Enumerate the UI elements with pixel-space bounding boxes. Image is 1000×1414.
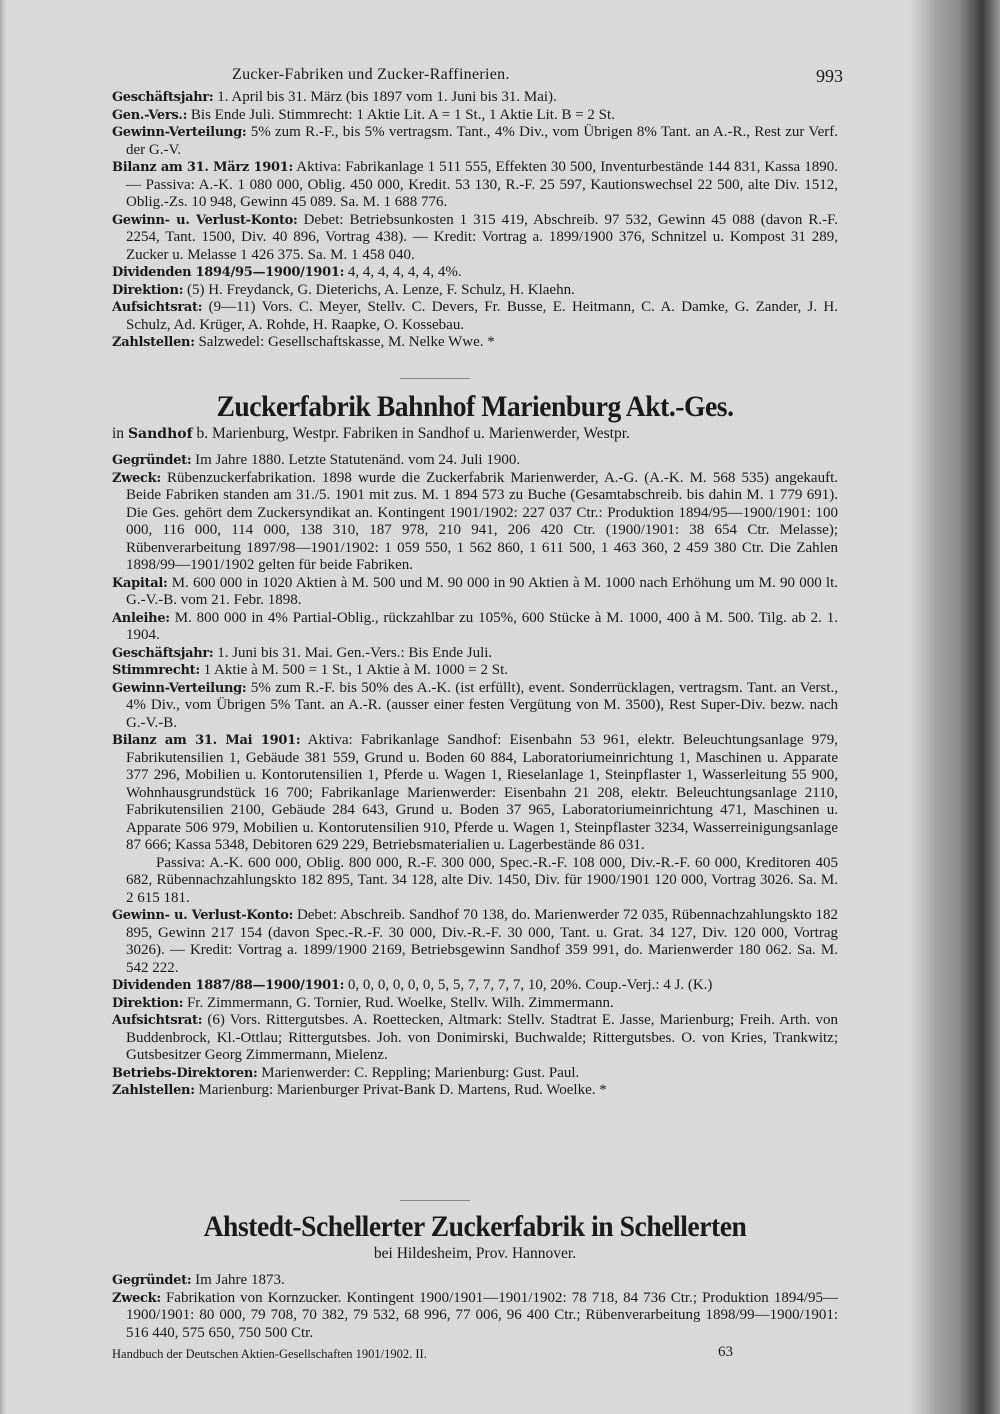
entry-text: Marienburg: Marienburger Privat-Bank D. Martens, Rud. Woelke. * [198, 1082, 607, 1098]
entry [112, 470, 838, 575]
entry-text: Debet: Abschreib. Sandhof 70 138, do. Marienwerder 72 035, Rübennachzahlungskto 182 895, Gewinn 217 154 (davon Spec.-R.-F. 30 000, Div.-R.-F. 30 000, Tant. u. Grat. 34 127, Div. 120 000, Vortrag 3026). — Kredit: Vortrag a. 1899/1900 2169, Betriebsgewinn Sandhof 359 991, do. Marienwerder 180 062. Sa. M. 542 222. [126, 907, 839, 976]
entry-label: Aufsichtsrat: [112, 1013, 203, 1028]
entry-text: Marienwerder: C. Reppling; Marienburg: Gust. Paul. [261, 1064, 580, 1081]
entry-label: Betriebs-Direktoren: [112, 1065, 258, 1081]
entry-label: Bilanz am 31. Mai 1901: [112, 733, 301, 748]
entry [112, 610, 838, 645]
entry [112, 334, 838, 352]
section-entries [112, 1272, 838, 1342]
entry-label: Direktion: [112, 282, 184, 298]
entry [112, 159, 838, 212]
entry-label: Gewinn-Verteilung: [112, 680, 247, 696]
entry [112, 1012, 838, 1065]
section-continued [112, 89, 838, 352]
subtitle-lead: in [112, 425, 125, 442]
subtitle-text: b. Marienburg, Westpr. Fabriken in Sandhof u. Marienwerder, Westpr. [196, 425, 630, 442]
entry-label: Geschäftsjahr: [112, 90, 214, 105]
section-divider [400, 378, 470, 379]
book-binding-shadow [910, 0, 1000, 1414]
entry [112, 264, 838, 282]
entry [112, 89, 838, 107]
subtitle-place: Sandhof [127, 426, 193, 442]
entry-label: Gegründet: [112, 1273, 192, 1288]
footer-text: Handbuch der Deutschen Aktien-Gesellschaften 1901/1902. II. [112, 1347, 427, 1361]
entry [112, 107, 838, 125]
entry [112, 662, 838, 680]
section-divider [400, 1200, 470, 1201]
entry-text: (5) H. Freydanck, G. Dieterichs, A. Lenze, F. Schulz, H. Klaehn. [186, 281, 575, 298]
entry [112, 1290, 838, 1343]
header-title: Zucker-Fabriken und Zucker-Raffinerien. [232, 66, 510, 83]
entry-label: Zahlstellen: [112, 1083, 195, 1098]
section-title: Zuckerfabrik Bahnhof Marienburg Akt.-Ges. [216, 390, 734, 423]
entry-text: 1. Juni bis 31. Mai. Gen.-Vers.: Bis Ende Juli. [217, 644, 493, 661]
entry-text: Fabrikation von Kornzucker. Kontingent 1900/1901—1901/1902: 78 718, 84 736 Ctr.; Produktion 1894/95—1900/1901: 80 000, 79 708, 70 382, 79 532, 68 996, 77 006, 96 400 Ctr.; Rübenverarbeitung 1898/99—1900/1901: 516 440, 575 650, 750 500 Ctr. [126, 1289, 838, 1341]
page-footer [112, 1344, 838, 1362]
entry [112, 452, 838, 470]
entry [112, 732, 838, 855]
section-entries [112, 452, 838, 1100]
entry [112, 212, 838, 265]
entry-label: Gewinn-Verteilung: [112, 125, 247, 140]
entry-label: Bilanz am 31. März 1901: [112, 160, 294, 175]
scan-left-edge [0, 0, 6, 1414]
signature-mark: 63 [718, 1344, 733, 1360]
section-zuckerfabrik-bahnhof-marienburg [112, 390, 838, 1100]
entry-text: 1 Aktie à M. 500 = 1 St., 1 Aktie à M. 1000 = 2 St. [203, 662, 509, 678]
section-subtitle: bei Hildesheim, Prov. Hannover. [373, 1245, 577, 1262]
entry-text: Im Jahre 1880. Letzte Statutenänd. vom 24. Juli 1900. [195, 452, 521, 468]
entry-label: Direktion: [112, 995, 184, 1011]
entry-text: Bis Ende Juli. Stimmrecht: 1 Aktie Lit. A = 1 St., 1 Aktie Lit. B = 2 St. [190, 106, 615, 123]
entry-text: M. 800 000 in 4% Partial-Oblig., rückzahlbar zu 105%, 600 Stücke à M. 1000, 400 à M. 500. Tilg. ab 2. 1. 1904. [126, 609, 839, 643]
entry-text: Rübenzuckerfabrikation. 1898 wurde die Zuckerfabrik Marienwerder, A.-G. (A.-K. M. 568 535) angekauft. Beide Fabriken standen am 31./5. 1901 mit zus. M. 1 894 573 zu Buche (Gesamtabschreib. bis dahin M. 1 779 691). Die Ges. gehört dem Zuckersyndikat an. Kontingent 1901/1902: 227 037 Ctr.: Produktion 1894/95—1900/1901: 100 000, 116 000, 114 000, 138 310, 187 978, 210 941, 206 420 Ctr. (1900/1901: 38 654 Ctr. Melasse); Rübenverarbeitung 1897/98—1901/1902: 1 059 550, 1 562 860, 1 611 500, 1 463 360, 2 459 380 Ctr. Die Zahlen 1898/99—1901/1902 gelten für beide Fabriken. [126, 469, 838, 573]
entry-label: Anleihe: [112, 610, 170, 626]
entry-label: Geschäftsjahr: [112, 645, 214, 661]
entry-label: Aufsichtsrat: [112, 300, 203, 315]
entry-text: Passiva: A.-K. 600 000, Oblig. 800 000, R.-F. 300 000, Spec.-R.-F. 108 000, Div.-R.-F. 60 000, Kreditoren 405 682, Rübennachzahlungskto 182 895, Tant. 34 128, alte Div. 1450, Div. für 1900/1901 120 000, Vortrag 3026. Sa. M. 2 615 181. [126, 854, 838, 906]
entry-text: 5% zum R.-F., bis 5% vertragsm. Tant., 4% Div., vom Übrigen 8% Tant. an A.-R., Rest zur Verf. der G.-V. [126, 124, 838, 158]
entry [112, 645, 838, 663]
entry-text: (9—11) Vors. C. Meyer, Stellv. C. Devers, Fr. Busse, E. Heitmann, C. A. Damke, G. Zander, J. H. Schulz, Ad. Krüger, A. Rohde, H. Raapke, O. Kossebau. [126, 299, 839, 333]
entry-text: Fr. Zimmermann, G. Tornier, Rud. Woelke, Stellv. Wilh. Zimmermann. [186, 994, 614, 1011]
page-number: 993 [816, 66, 843, 86]
entry-text: 1. April bis 31. März (bis 1897 vom 1. Juni bis 31. Mai). [217, 89, 557, 105]
entry-label: Zahlstellen: [112, 335, 195, 350]
entry-label: Gewinn- u. Verlust-Konto: [112, 212, 298, 228]
entry-text: M. 600 000 in 1020 Aktien à M. 500 und M. 90 000 in 90 Aktien à M. 1000 nach Erhöhung um M. 90 000 lt. G.-V.-B. vom 21. Febr. 1898. [126, 574, 838, 608]
entry-label: Zweck: [112, 470, 161, 486]
entry [112, 995, 838, 1013]
entry-label: Kapital: [112, 575, 168, 591]
entry-label: Gegründet: [112, 453, 192, 468]
section-ahstedt-schellerter [112, 1210, 838, 1342]
entry [112, 124, 838, 159]
entry-text: Aktiva: Fabrikanlage Sandhof: Eisenbahn 53 961, elektr. Beleuchtungsanlage 979, Fabrikutensilien 1, Gebäude 381 559, Grund u. Boden 60 884, Laboratoriumeinrichtung 1, Maschinen u. Apparate 377 296, Mobilien u. Kontorutensilien 1, Pferde u. Wagen 1, Rieselanlage 1, Steinpflaster 1, Wasserleitung 55 900, Wohnhausgrundstück 16 700; Fabrikanlage Marienwerder: Eisenbahn 21 208, elektr. Beleuchtungsanlage 2110, Fabrikutensilien 2100, Gebäude 284 643, Grund u. Boden 37 965, Laboratoriumeinrichtung 471, Maschinen u. Apparate 506 979, Mobilien u. Kontorutensilien 910, Pferde u. Wagen 1, Steinpflaster 3234, Wasserreinigungsanlage 87 666; Kassa 5348, Debitoren 629 229, Betriebsmaterialien u. Lagerbestände 86 031. [126, 732, 838, 853]
entry [112, 977, 838, 995]
running-header [112, 66, 843, 88]
entry [112, 282, 838, 300]
entry [112, 680, 838, 733]
entry [112, 1272, 838, 1290]
entry-label: Gewinn- u. Verlust-Konto: [112, 908, 294, 923]
entry [112, 299, 838, 334]
entry-text: Salzwedel: Gesellschaftskasse, M. Nelke Wwe. * [198, 334, 495, 350]
entry [112, 855, 838, 908]
entry [112, 907, 838, 977]
entry-label: Stimmrecht: [112, 663, 200, 678]
entry-label: Dividenden 1887/88—1900/1901: [112, 978, 345, 993]
entry-label: Zweck: [112, 1290, 161, 1306]
entry [112, 1082, 838, 1100]
entry [112, 1065, 838, 1083]
entry-text: 0, 0, 0, 0, 0, 0, 5, 5, 7, 7, 7, 7, 10, 20%. Coup.-Verj.: 4 J. (K.) [347, 977, 713, 993]
entry-text: 4, 4, 4, 4, 4, 4, 4%. [347, 264, 462, 280]
entry-text: Aktiva: Fabrikanlage 1 511 555, Effekten 30 500, Inventurbestände 144 831, Kassa 1890. — Passiva: A.-K. 1 080 000, Oblig. 450 000, Kredit. 53 130, R.-F. 25 597, Kautionswechsel 22 500, alte Div. 1512, Oblig.-Zs. 10 948, Gewinn 45 089. Sa. M. 1 688 776. [126, 159, 838, 210]
entry [112, 575, 838, 610]
section-title: Ahstedt-Schellerter Zuckerfabrik in Schellerten [203, 1210, 747, 1243]
section-subtitle [112, 424, 838, 444]
entry-label: Dividenden 1894/95—1900/1901: [112, 265, 345, 280]
entry-text: Debet: Betriebsunkosten 1 315 419, Abschreib. 97 532, Gewinn 45 088 (davon R.-F. 2254, Tant. 1500, Div. 40 896, Vortrag 438). — Kredit: Vortrag a. 1899/1900 376, Schnitzel u. Kompost 31 289, Zucker u. Melasse 1 426 375. Sa. M. 1 458 040. [126, 211, 838, 263]
entry-label: Gen.-Vers.: [112, 107, 188, 123]
entry-text: 5% zum R.-F. bis 50% des A.-K. (ist erfüllt), event. Sonderrücklagen, vertragsm. Tant. an Verst., 4% Div., vom Übrigen 5% Tant. an A.-R. (ausser einer festen Vergütung von M. 3500), Rest Super-Div. bezw. nach G.-V.-B. [126, 679, 839, 731]
entry-text: Im Jahre 1873. [195, 1272, 285, 1288]
entry-text: (6) Vors. Rittergutsbes. A. Roettecken, Altmark: Stellv. Stadtrat E. Jasse, Marienburg; Freih. Arth. von Buddenbrock, Kl.-Ottlau; Rittergutsbes. Joh. von Donimirski, Buchwalde; Rittergutsbes. O. von Kries, Trankwitz; Gutsbesitzer Georg Zimmermann, Mielenz. [126, 1012, 839, 1063]
